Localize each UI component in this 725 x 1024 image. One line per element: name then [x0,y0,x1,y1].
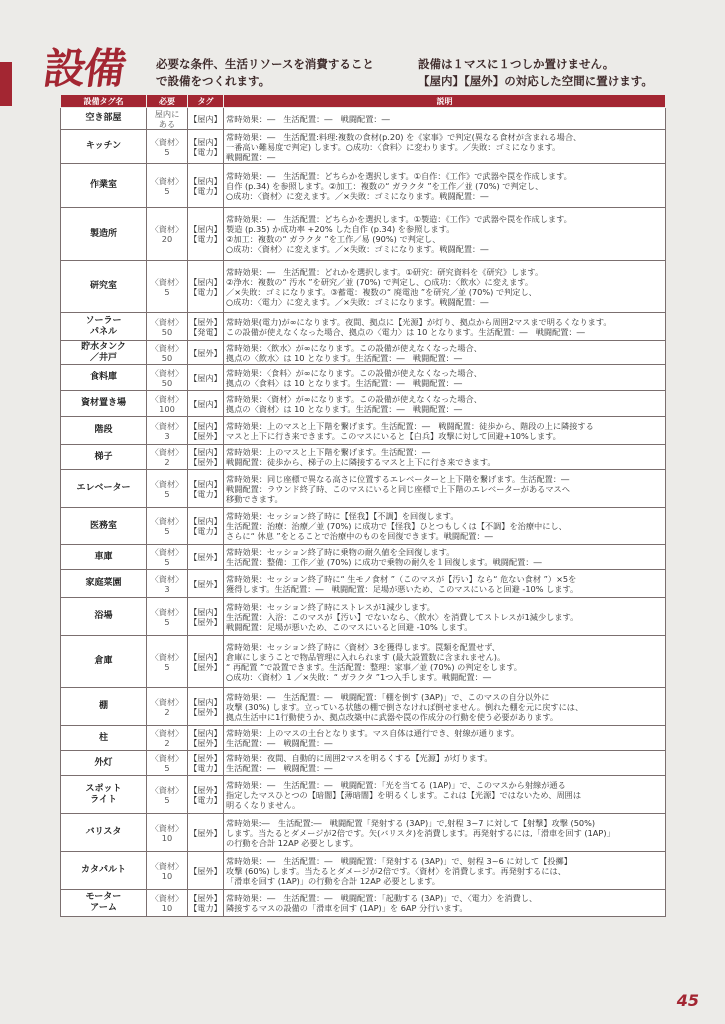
facility-name: 棚 [61,688,147,726]
facility-requirement: 〈資材〉 10 [147,852,188,890]
facility-name: 貯水タンク ／井戸 [61,341,147,365]
facility-requirement: 〈資材〉 5 [147,776,188,814]
facility-tags: 【屋内】 【屋外】 [188,417,224,445]
facility-description: 常時効果:― 生活配置:― 戦闘配置「発射する (3AP)」で,射程 3~7 に対して【射撃】攻撃 (50%) します。当たるとダメージが2倍です。矢(バリスタ)を消費します。再発射するには,「滑車を回す (1AP)」 の行動を合計 12AP 必要とします。 [224,814,666,852]
facility-requirement: 〈資材〉 5 [147,130,188,164]
facility-tags: 【屋内】 [188,365,224,391]
facility-description: 常時効果：夜間、自動的に周囲2マスを明るくする【光源】が灯ります。 生活配置：― 戦闘配置：― [224,751,666,776]
table-row [61,164,666,208]
facility-tags: 【屋内】 【電力】 [188,261,224,313]
facility-name: キッチン [61,130,147,164]
lead-text-right [418,56,653,90]
table-row [61,208,666,261]
facility-name: 倉庫 [61,636,147,688]
facility-requirement: 〈資材〉 3 [147,570,188,598]
facility-tags: 【屋内】 [188,391,224,417]
facility-name: 作業室 [61,164,147,208]
facility-name: 研究室 [61,261,147,313]
facility-tags: 【屋内】 【電力】 [188,508,224,545]
facility-name: 柱 [61,726,147,751]
facility-name: 梯子 [61,445,147,470]
facility-name: 製造所 [61,208,147,261]
table-row [61,445,666,470]
facility-description: 常時効果：上のマスと上下階を繋げます。生活配置：― 戦闘配置：徒歩から、梯子の上に隣接するマスと上下に行き来できます。 [224,445,666,470]
facility-tags: 【屋内】 [188,108,224,130]
facility-description: 常時効果(電力)が∞になります。夜間、拠点に【光源】が灯り、拠点から周囲2マスまで明るくなります。 この設備が使えなくなった場合、拠点の〈電力〉は 10 となります。生活配置：― 戦闘配置：― [224,313,666,341]
lead-right-line-1: 設備は１マスに１つしか置けません。 [418,57,615,71]
lead-left-line-1: 必要な条件、生活リソースを消費すること [156,57,374,71]
table-row [61,598,666,636]
facility-name: カタパルト [61,852,147,890]
lead-text-left [156,56,374,90]
page-number: 45 [676,991,699,1010]
facility-name: 階段 [61,417,147,445]
facility-tags: 【屋外】 [188,570,224,598]
table-body [61,108,666,917]
facility-requirement: 〈資材〉 100 [147,391,188,417]
table-row [61,508,666,545]
table-row [61,470,666,508]
table-row [61,890,666,917]
facility-description: 常時効果：セッション終了時に乗物の耐久値を全回復します。 生活配置：整備：工作／並 (70%) に成功で乗物の耐久を１回復します。戦闘配置：― [224,545,666,570]
facility-tags: 【屋外】 【電力】 [188,890,224,917]
facility-requirement: 〈資材〉 5 [147,164,188,208]
facility-requirement: 〈資材〉 50 [147,313,188,341]
facility-name: スポット ライト [61,776,147,814]
header-tags: タグ [188,95,224,108]
facility-description: 常時効果：― 生活配置:料理:複数の食材(p.20) を《家事》で判定(異なる食材が含まれる場合、 一番高い難易度で判定) します。○成功：〈食料〉に変わります。／失敗：ゴミになります。 戦闘配置：― [224,130,666,164]
facility-tags: 【屋外】 【発電】 [188,313,224,341]
facility-tags: 【屋内】 【屋外】 [188,636,224,688]
facility-table [60,94,666,917]
facility-description: 常時効果：― 生活配置：― 戦闘配置：― [224,108,666,130]
facility-description: 常時効果：〈食料〉が∞になります。この設備が使えなくなった場合、 拠点の〈食料〉は 10 となります。生活配置：― 戦闘配置：― [224,365,666,391]
facility-tags: 【屋外】 [188,545,224,570]
facility-description: 常時効果：セッション終了時に“ 生モノ食材 ”（このマスが【汚い】なら“ 危ない食材 ”）×5を 獲得します。生活配置：― 戦闘配置：足場が悪いため、このマスにいると回避 -10% します。 [224,570,666,598]
page-title: 設備 [40,44,128,93]
lead-left-line-2: で設備をつくれます。 [156,74,271,88]
header-tag-name: 設備タグ名 [61,95,147,108]
facility-requirement: 〈資材〉 3 [147,417,188,445]
table-row [61,852,666,890]
facility-requirement: 〈資材〉 50 [147,365,188,391]
facility-description: 常時効果：― 生活配置：― 戦闘配置：「棚を倒す (3AP)」で、このマスの自分以外に 攻撃 (30%) します。立っている状態の棚で倒さなければ倒せません。倒れた棚を元に戻すには、 拠点生活中に1行動使うか、拠点改築中に武器や罠の作成分の行動を使う必要があります。 [224,688,666,726]
table-row [61,108,666,130]
facility-requirement: 屋内に ある [147,108,188,130]
facility-description: 常時効果：― 生活配置：― 戦闘配置：「光を当てる (1AP)」で、このマスから射線が通る 指定したマスひとつの【暗闇】【薄暗闇】を明るくします。これは【光源】ではないため、周囲は 明るくなりません。 [224,776,666,814]
facility-tags: 【屋内】 【屋外】 [188,445,224,470]
facility-requirement: 〈資材〉 50 [147,341,188,365]
table-row [61,688,666,726]
facility-tags: 【屋外】 [188,814,224,852]
table-row [61,341,666,365]
facility-description: 常時効果：― 生活配置：― 戦闘配置：「起動する (3AP)」で、〈電力〉を消費し、 隣接するマスの設備の「滑車を回す (1AP)」を 6AP 分行います。 [224,890,666,917]
facility-description: 常時効果：― 生活配置：どれかを選択します。①研究：研究資料を《研究》します。 ②浄水：複数の“ 汚水 ”を研究／並 (70%) で判定し、○成功：〈飲水〉に変えます。 ／×失敗：ゴミになります。③蓄電：複数の“ 廃電池 ”を研究／並 (70%) で判定し、 ○成功：〈電力〉に変えます。／×失敗：ゴミになります。戦闘配置：― [224,261,666,313]
facility-name: 浴場 [61,598,147,636]
facility-requirement: 〈資材〉 2 [147,726,188,751]
lead-right-line-2: 【屋内】【屋外】の対応した空間に置けます。 [418,74,653,88]
facility-tags: 【屋内】 【屋外】 [188,726,224,751]
facility-requirement: 〈資材〉 5 [147,261,188,313]
facility-description: 常時効果：セッション終了時に〈資材〉3を獲得します。罠類を配置せず、 倉庫にしまうことで物品管理に入れられます (最大設置数に含まれません)。 “ 再配置 ”で設置できます。生活配置：整理：家事／並 (70%) の判定をします。 ○成功：〈資材〉1 ／×失敗：“ ガラクタ ”1つ入手します。戦闘配置：― [224,636,666,688]
table-header-row [61,95,666,108]
facility-requirement: 〈資材〉 5 [147,636,188,688]
table-row [61,417,666,445]
facility-tags: 【屋外】 [188,852,224,890]
facility-name: 資材置き場 [61,391,147,417]
table-row [61,391,666,417]
facility-requirement: 〈資材〉 5 [147,470,188,508]
table-row [61,365,666,391]
facility-description: 常時効果：同じ座標で異なる高さに位置するエレベーターと上下階を繋げます。生活配置：― 戦闘配置：ラウンド終了時、このマスにいると同じ座標で上下階のエレベーターがあるマスへ 移動できます。 [224,470,666,508]
table-row [61,261,666,313]
facility-description: 常時効果：上のマスと上下階を繋げます。生活配置：― 戦闘配置：徒歩から、階段の上に隣接する マスと上下に行き来できます。このマスにいると【白兵】攻撃に対して回避+10%します。 [224,417,666,445]
table-row [61,726,666,751]
table-row [61,570,666,598]
facility-description: 常時効果：上のマスの土台となります。マス自体は通行でき、射線が通ります。 生活配置：― 戦闘配置：― [224,726,666,751]
header-requirement: 必要 [147,95,188,108]
chapter-side-tab [0,62,12,106]
facility-description: 常時効果：― 生活配置：どちらかを選択します。①自作：《工作》で武器や罠を作成します。 自作 (p.34) を参照します。②加工：複数の“ ガラクタ ”を工作／並 (70%) で判定し、 ○成功：〈資材〉に変えます。／×失敗：ゴミになります。戦闘配置：― [224,164,666,208]
facility-name: ソーラー パネル [61,313,147,341]
facility-requirement: 〈資材〉 10 [147,890,188,917]
facility-description: 常時効果：〈飲水〉が∞になります。この設備が使えなくなった場合、 拠点の〈飲水〉は 10 となります。生活配置：― 戦闘配置：― [224,341,666,365]
facility-requirement: 〈資材〉 5 [147,598,188,636]
header-description: 説明 [224,95,666,108]
facility-tags: 【屋内】 【電力】 [188,208,224,261]
facility-requirement: 〈資材〉 2 [147,445,188,470]
facility-name: 車庫 [61,545,147,570]
facility-tags: 【屋外】 [188,341,224,365]
table-row [61,545,666,570]
facility-description: 常時効果：セッション終了時に【怪我】【不調】を回復します。 生活配置：治療：治療／並 (70%) に成功で【怪我】ひとつもしくは【不調】を治療中にし、 さらに“ 休息 ”をとることで治療中のものを回復できます。戦闘配置：― [224,508,666,545]
facility-requirement: 〈資材〉 2 [147,688,188,726]
table-row [61,776,666,814]
facility-requirement: 〈資材〉 5 [147,508,188,545]
table-row [61,130,666,164]
facility-tags: 【屋内】 【電力】 [188,130,224,164]
table-row [61,814,666,852]
facility-name: モーター アーム [61,890,147,917]
facility-requirement: 〈資材〉 5 [147,751,188,776]
table-row [61,751,666,776]
facility-requirement: 〈資材〉 10 [147,814,188,852]
facility-name: 食料庫 [61,365,147,391]
facility-requirement: 〈資材〉 20 [147,208,188,261]
facility-tags: 【屋外】 【電力】 [188,776,224,814]
facility-tags: 【屋内】 【屋外】 [188,598,224,636]
facility-description: 常時効果：セッション終了時にストレスが1減少します。 生活配置：入浴：このマスが【汚い】でないなら、〈飲水〉を消費してストレスが1減少します。 戦闘配置：足場が悪いため、このマスにいると回避 -10% します。 [224,598,666,636]
facility-tags: 【屋内】 【電力】 [188,470,224,508]
table-row [61,313,666,341]
facility-name: バリスタ [61,814,147,852]
facility-requirement: 〈資材〉 5 [147,545,188,570]
facility-tags: 【屋外】 【電力】 [188,751,224,776]
facility-name: 空き部屋 [61,108,147,130]
facility-description: 常時効果：― 生活配置：― 戦闘配置：「発射する (3AP)」で、射程 3~6 に対して【投擲】 攻撃 (60%) します。当たるとダメージが2倍です。〈資材〉を消費します。再発射するには、 「滑車を回す (1AP)」の行動を合計 12AP 必要とします。 [224,852,666,890]
facility-name: エレベーター [61,470,147,508]
facility-name: 医務室 [61,508,147,545]
facility-description: 常時効果：― 生活配置：どちらかを選択します。①製造：《工作》で武器や罠を作成します。 製造 (p.35) か成功率 +20% した自作 (p.34) を参照します。 ②加工：複数の“ ガラクタ ”を工作／易 (90%) で判定し、 ○成功：〈資材〉に変えます。／×失敗：ゴミになります。戦闘配置：― [224,208,666,261]
facility-description: 常時効果：〈資材〉が∞になります。この設備が使えなくなった場合、 拠点の〈資材〉は 10 となります。生活配置：― 戦闘配置：― [224,391,666,417]
table-row [61,636,666,688]
facility-tags: 【屋内】 【屋外】 [188,688,224,726]
facility-name: 家庭菜園 [61,570,147,598]
facility-tags: 【屋内】 【電力】 [188,164,224,208]
facility-name: 外灯 [61,751,147,776]
